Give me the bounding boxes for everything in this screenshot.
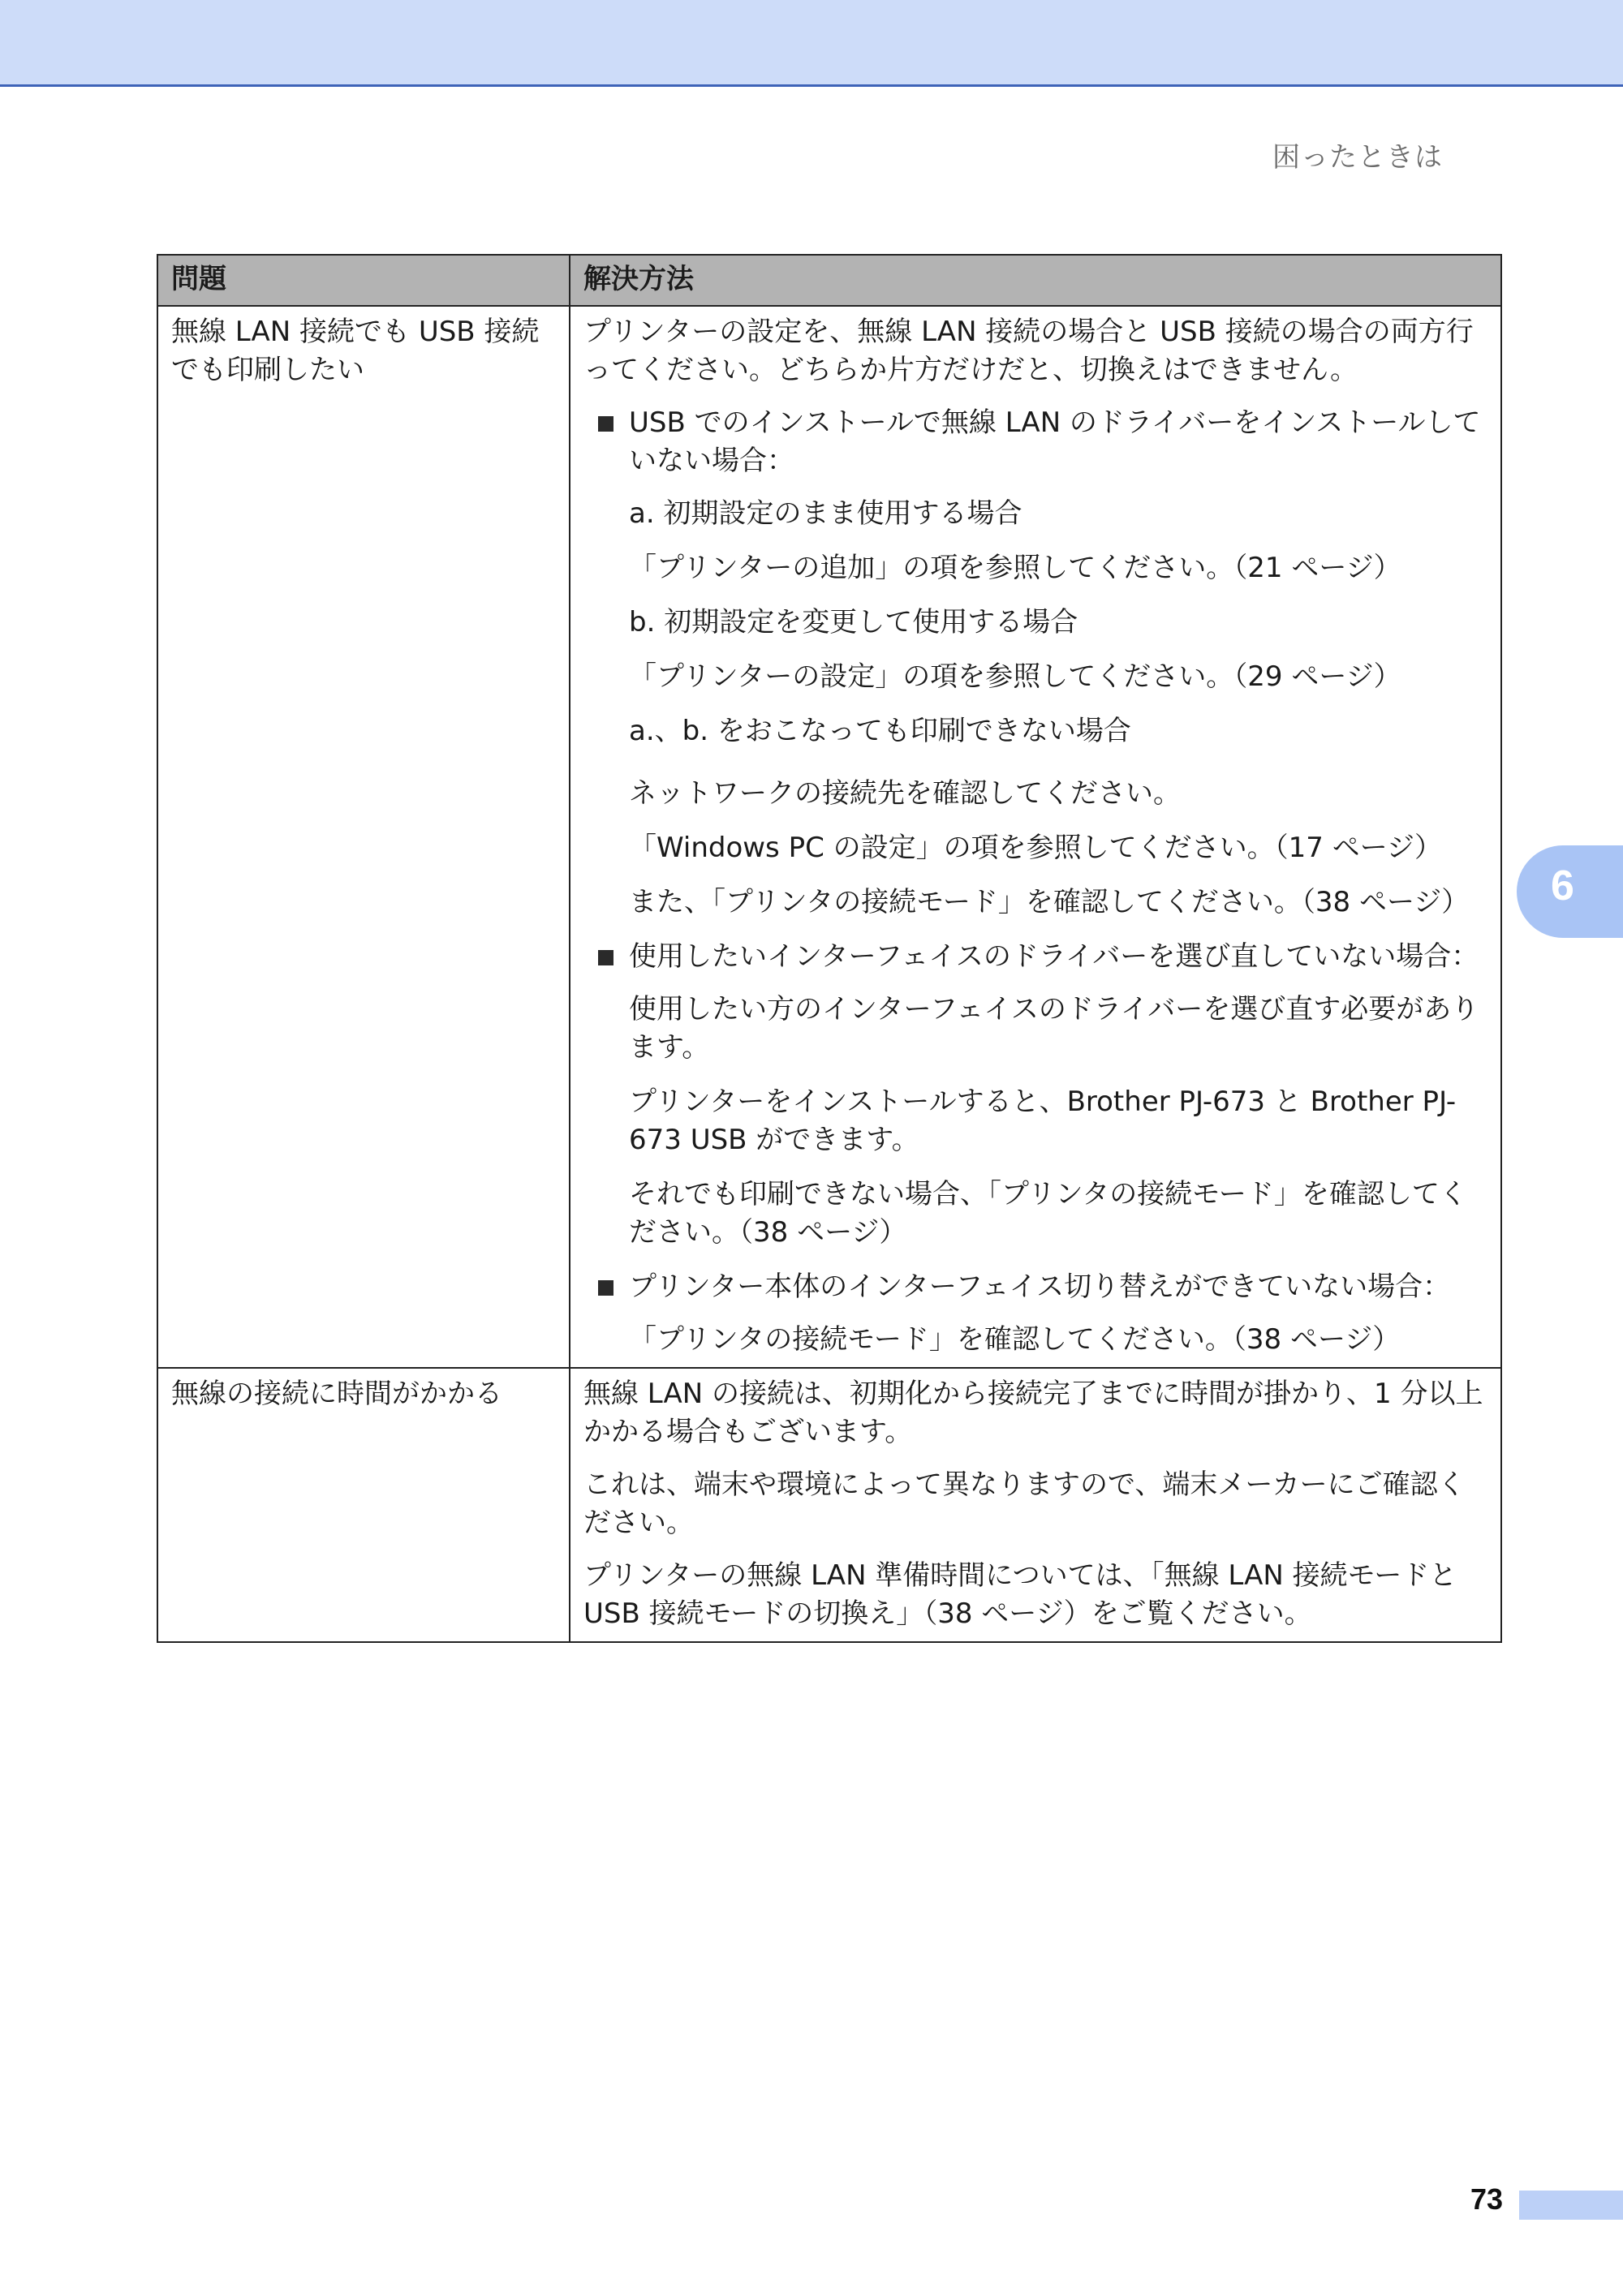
sub-paragraph: 「Windows PC の設定」の項を参照してください。（17 ページ） — [629, 832, 1443, 864]
sub-paragraph: a.、b. をおこなっても印刷できない場合 — [629, 715, 1131, 747]
bullet-item: 使用したいインターフェイスのドライバーを選び直していない場合： — [583, 938, 1487, 976]
solution-paragraph: 無線 LAN の接続は、初期化から接続完了までに時間が掛かり、1 分以上かかる場合もございます。 — [583, 1378, 1483, 1448]
column-header-problem: 問題 — [157, 255, 570, 306]
table-header-row — [157, 255, 1501, 306]
sub-paragraph: 使用したい方のインターフェイスのドライバーを選び直す必要があります。 — [629, 993, 1479, 1064]
bullet-item: USB でのインストールで無線 LAN のドライバーをインストールしていない場合： — [583, 404, 1487, 480]
sub-paragraph: プリンターをインストールすると、Brother PJ-673 と Brother PJ-673 USB ができます。 — [629, 1086, 1457, 1156]
sub-paragraph: b. 初期設定を変更して使用する場合 — [629, 606, 1078, 638]
solution-intro: プリンターの設定を、無線 LAN 接続の場合と USB 接続の場合の両方行ってください。どちらか片方だけだと、切換えはできません。 — [583, 316, 1474, 386]
table-row — [157, 1368, 1501, 1642]
problem-cell: 無線の接続に時間がかかる — [157, 1368, 570, 1642]
problem-cell: 無線 LAN 接続でも USB 接続でも印刷したい — [157, 306, 570, 1368]
solution-cell — [570, 306, 1501, 1368]
page-number: 73 — [1470, 2182, 1504, 2216]
chapter-tab[interactable] — [1517, 845, 1623, 938]
sub-paragraph: それでも印刷できない場合、「プリンタの接続モード」を確認してください。（38 ページ） — [629, 1178, 1467, 1249]
troubleshooting-table — [157, 254, 1502, 1643]
chapter-tab-number: 6 — [1551, 862, 1574, 909]
section-title: 困ったときは — [1272, 141, 1443, 174]
sub-paragraph: 「プリンターの設定」の項を参照してください。（29 ページ） — [629, 660, 1401, 693]
sub-paragraph: 「プリンタの接続モード」を確認してください。（38 ページ） — [629, 1323, 1401, 1356]
solution-paragraph: プリンターの無線 LAN 準備時間については、「無線 LAN 接続モードと USB 接続モードの切換え」（38 ページ）をご覧ください。 — [583, 1559, 1457, 1630]
header-band — [0, 0, 1623, 87]
bullet-item: プリンター本体のインターフェイス切り替えができていない場合： — [583, 1268, 1487, 1306]
solution-paragraph: これは、端末や環境によって異なりますので、端末メーカーにご確認ください。 — [583, 1468, 1466, 1539]
sub-paragraph: 「プリンターの追加」の項を参照してください。（21 ページ） — [629, 552, 1401, 584]
column-header-solution: 解決方法 — [570, 255, 1501, 306]
page-number-band — [1519, 2191, 1623, 2220]
table-row — [157, 306, 1501, 1368]
sub-paragraph: a. 初期設定のまま使用する場合 — [629, 497, 1022, 530]
sub-paragraph: ネットワークの接続先を確認してください。 — [629, 777, 1181, 810]
sub-paragraph: また、「プリンタの接続モード」を確認してください。（38 ページ） — [629, 886, 1470, 918]
solution-cell — [570, 1368, 1501, 1642]
